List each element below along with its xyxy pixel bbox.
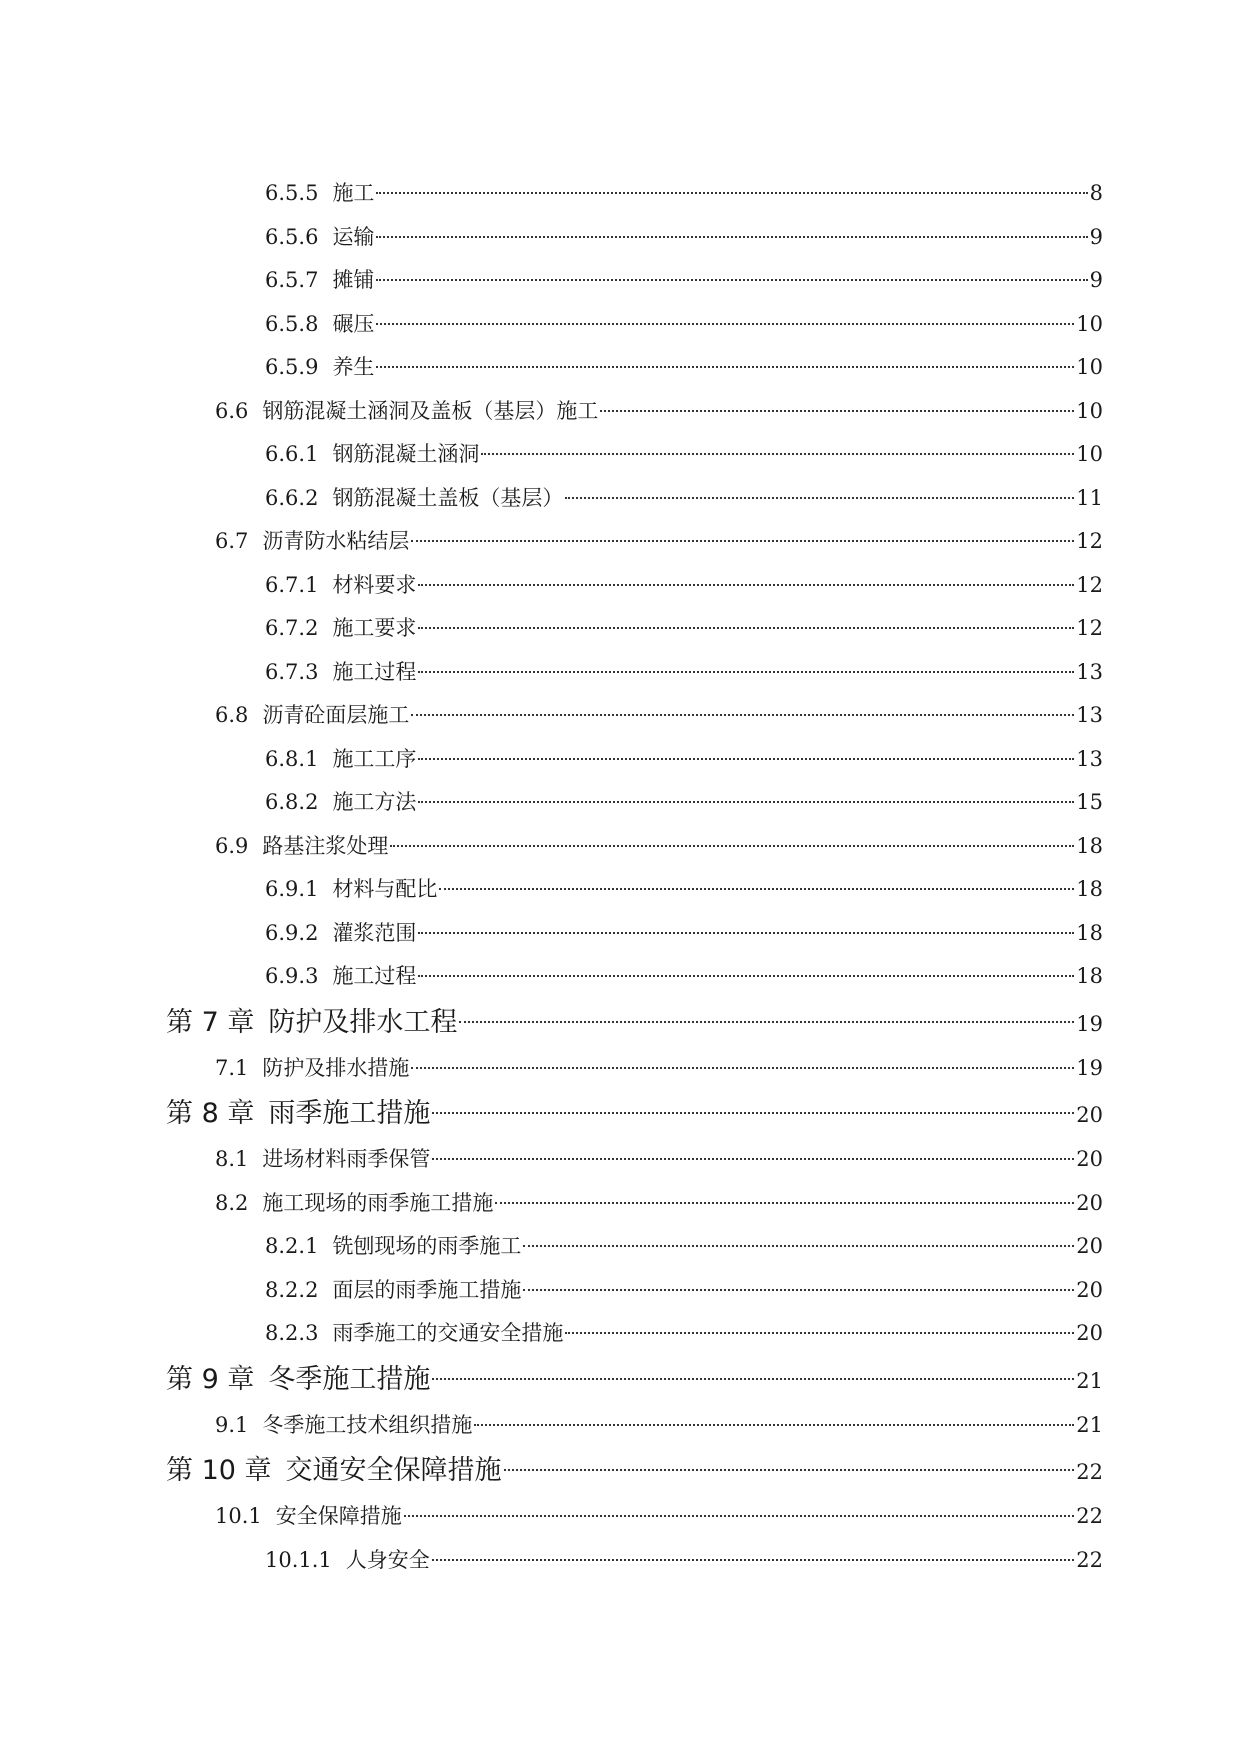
toc-number: 6.7.1 [265,572,319,597]
toc-page-number: 22 [1076,1547,1103,1572]
toc-number: 8.2.1 [265,1234,319,1258]
table-of-contents [0,172,1241,1582]
toc-page-number: 15 [1076,790,1103,814]
toc-title: 沥青砼面层施工 [262,703,410,727]
toc-number: 6.7.3 [265,659,319,684]
toc-title: 材料要求 [332,572,417,597]
toc-leader [481,453,1074,455]
toc-number: 6.7 [215,529,249,553]
toc-chapter-title: 交通安全保障措施 [285,1455,502,1486]
toc-title: 施工过程 [332,659,417,684]
toc-number: 6.6 [215,398,249,423]
toc-leader [418,975,1074,977]
toc-leader [376,192,1087,194]
toc-page-number: 10 [1076,355,1103,379]
toc-page-number: 10 [1076,398,1103,423]
toc-entry[interactable] [0,1495,1241,1539]
toc-number: 6.9.2 [265,920,319,945]
toc-title: 钢筋混凝土涵洞 [332,442,480,466]
toc-entry[interactable] [0,303,1241,347]
toc-number: 6.9.3 [265,964,319,988]
toc-chapter-title: 雨季施工措施 [268,1098,431,1129]
toc-number: 6.5.9 [265,355,319,379]
toc-number: 8.2.3 [265,1321,319,1345]
toc-number: 10.1.1 [265,1547,332,1572]
toc-page-number: 20 [1076,1277,1103,1302]
toc-entry[interactable] [0,346,1241,390]
toc-leader [411,714,1074,716]
toc-page-number: 10 [1076,311,1103,336]
toc-title: 冬季施工技术组织措施 [262,1412,473,1437]
toc-entry[interactable] [0,1225,1241,1269]
toc-leader [474,1424,1074,1426]
toc-number: 6.5.7 [265,268,319,292]
toc-entry[interactable] [0,477,1241,521]
toc-page-number: 9 [1089,268,1103,292]
toc-entry[interactable] [0,1182,1241,1226]
toc-entry[interactable] [0,738,1241,782]
toc-page-number: 18 [1076,833,1103,858]
toc-page-number: 22 [1076,1504,1103,1528]
toc-entry[interactable] [0,172,1241,216]
toc-entry[interactable] [0,216,1241,260]
toc-title: 养生 [332,355,375,379]
toc-page-number: 13 [1076,659,1103,684]
toc-page-number: 18 [1076,920,1103,945]
toc-leader [565,1332,1074,1334]
toc-page-number: 18 [1076,877,1103,901]
toc-entry[interactable] [0,694,1241,738]
toc-entry[interactable] [0,259,1241,303]
toc-leader [404,1515,1075,1517]
toc-leader [418,627,1074,629]
toc-entry[interactable] [0,912,1241,956]
toc-chapter-title: 防护及排水工程 [268,1006,458,1038]
toc-leader [418,671,1074,673]
toc-page-number: 19 [1076,1011,1103,1036]
toc-title: 施工要求 [332,616,417,640]
toc-title: 面层的雨季施工措施 [332,1277,522,1302]
toc-page-number: 13 [1076,703,1103,727]
toc-number: 8.1 [215,1147,249,1171]
toc-page-number: 12 [1076,529,1103,553]
toc-page-number: 10 [1076,442,1103,466]
toc-leader [411,540,1074,542]
toc-leader [504,1469,1075,1471]
toc-title: 材料与配比 [332,877,438,901]
toc-chapter-entry[interactable] [0,1447,1241,1495]
toc-number: 6.5.5 [265,181,319,205]
toc-number: 6.7.2 [265,616,319,640]
toc-leader [376,279,1087,281]
toc-page-number: 20 [1076,1103,1103,1127]
toc-title: 钢筋混凝土涵洞及盖板（基层）施工 [262,398,599,423]
toc-number: 9.1 [215,1412,249,1437]
toc-page-number: 11 [1076,485,1103,510]
toc-page-number: 21 [1076,1368,1103,1393]
toc-entry[interactable] [0,1047,1241,1091]
toc-entry[interactable] [0,433,1241,477]
toc-page-number: 18 [1076,964,1103,988]
toc-number: 6.8.2 [265,790,319,814]
toc-number: 6.8.1 [265,746,319,771]
toc-title: 安全保障措施 [275,1504,402,1528]
toc-number: 8.2.2 [265,1277,319,1302]
toc-title: 沥青防水粘结层 [262,529,410,553]
toc-title: 施工 [332,181,375,205]
toc-leader [376,366,1074,368]
toc-leader [390,845,1074,847]
toc-title: 雨季施工的交通安全措施 [332,1321,564,1345]
toc-chapter-number: 第 10 章 [166,1455,272,1486]
toc-leader [600,410,1074,412]
toc-title: 灌浆范围 [332,920,417,945]
toc-number: 6.6.1 [265,442,319,466]
toc-number: 10.1 [215,1504,262,1528]
toc-entry[interactable] [0,1404,1241,1448]
toc-entry[interactable] [0,607,1241,651]
toc-title: 进场材料雨季保管 [262,1147,431,1171]
toc-page-number: 12 [1076,572,1103,597]
toc-number: 6.5.8 [265,311,319,336]
toc-leader [439,888,1074,890]
toc-title: 防护及排水措施 [262,1055,410,1080]
toc-chapter-title: 冬季施工措施 [268,1363,431,1395]
toc-leader [432,1158,1074,1160]
toc-leader [432,1378,1074,1380]
toc-entry[interactable] [0,1138,1241,1182]
toc-title: 摊铺 [332,268,375,292]
toc-entry[interactable] [0,651,1241,695]
toc-title: 施工方法 [332,790,417,814]
toc-leader [418,758,1074,760]
toc-page-number: 13 [1076,746,1103,771]
toc-page-number: 20 [1076,1234,1103,1258]
toc-number: 8.2 [215,1190,249,1215]
toc-title: 铣刨现场的雨季施工 [332,1234,522,1258]
toc-page-number: 9 [1089,224,1103,249]
toc-entry[interactable] [0,868,1241,912]
toc-title: 钢筋混凝土盖板（基层） [332,485,564,510]
toc-leader [411,1067,1074,1069]
toc-title: 人身安全 [345,1547,430,1572]
toc-entry[interactable] [0,955,1241,999]
toc-number: 6.6.2 [265,485,319,510]
toc-title: 施工现场的雨季施工措施 [262,1190,494,1215]
toc-chapter-number: 第 7 章 [166,1006,255,1038]
toc-chapter-number: 第 9 章 [166,1363,255,1395]
toc-leader [418,801,1074,803]
toc-entry[interactable] [0,1312,1241,1356]
toc-leader [459,1021,1074,1023]
toc-leader [418,932,1074,934]
toc-entry[interactable] [0,1269,1241,1313]
toc-page-number: 20 [1076,1147,1103,1171]
toc-chapter-entry[interactable] [0,999,1241,1047]
toc-number: 7.1 [215,1055,249,1080]
toc-leader [418,584,1074,586]
toc-title: 路基注浆处理 [262,833,389,858]
toc-page-number: 12 [1076,616,1103,640]
toc-page-number: 8 [1089,181,1103,205]
toc-page-number: 20 [1076,1321,1103,1345]
toc-chapter-entry[interactable] [0,1356,1241,1404]
toc-number: 6.9 [215,833,249,858]
toc-leader [523,1289,1074,1291]
toc-leader [432,1559,1074,1561]
toc-page-number: 21 [1076,1412,1103,1437]
toc-chapter-number: 第 8 章 [166,1098,255,1129]
toc-title: 碾压 [332,311,375,336]
toc-page-number: 19 [1076,1055,1103,1080]
toc-page-number: 22 [1076,1460,1103,1484]
toc-title: 施工工序 [332,746,417,771]
toc-entry[interactable] [0,520,1241,564]
toc-leader [376,323,1074,325]
toc-entry[interactable] [0,825,1241,869]
toc-entry[interactable] [0,1539,1241,1583]
toc-leader [523,1245,1074,1247]
toc-leader [495,1202,1074,1204]
toc-number: 6.5.6 [265,224,319,249]
toc-entry[interactable] [0,564,1241,608]
toc-entry[interactable] [0,390,1241,434]
toc-leader [376,236,1087,238]
toc-entry[interactable] [0,781,1241,825]
toc-number: 6.9.1 [265,877,319,901]
toc-title: 运输 [332,224,375,249]
toc-title: 施工过程 [332,964,417,988]
toc-leader [432,1112,1074,1114]
toc-leader [565,497,1074,499]
toc-chapter-entry[interactable] [0,1090,1241,1138]
toc-page-number: 20 [1076,1190,1103,1215]
toc-number: 6.8 [215,703,249,727]
